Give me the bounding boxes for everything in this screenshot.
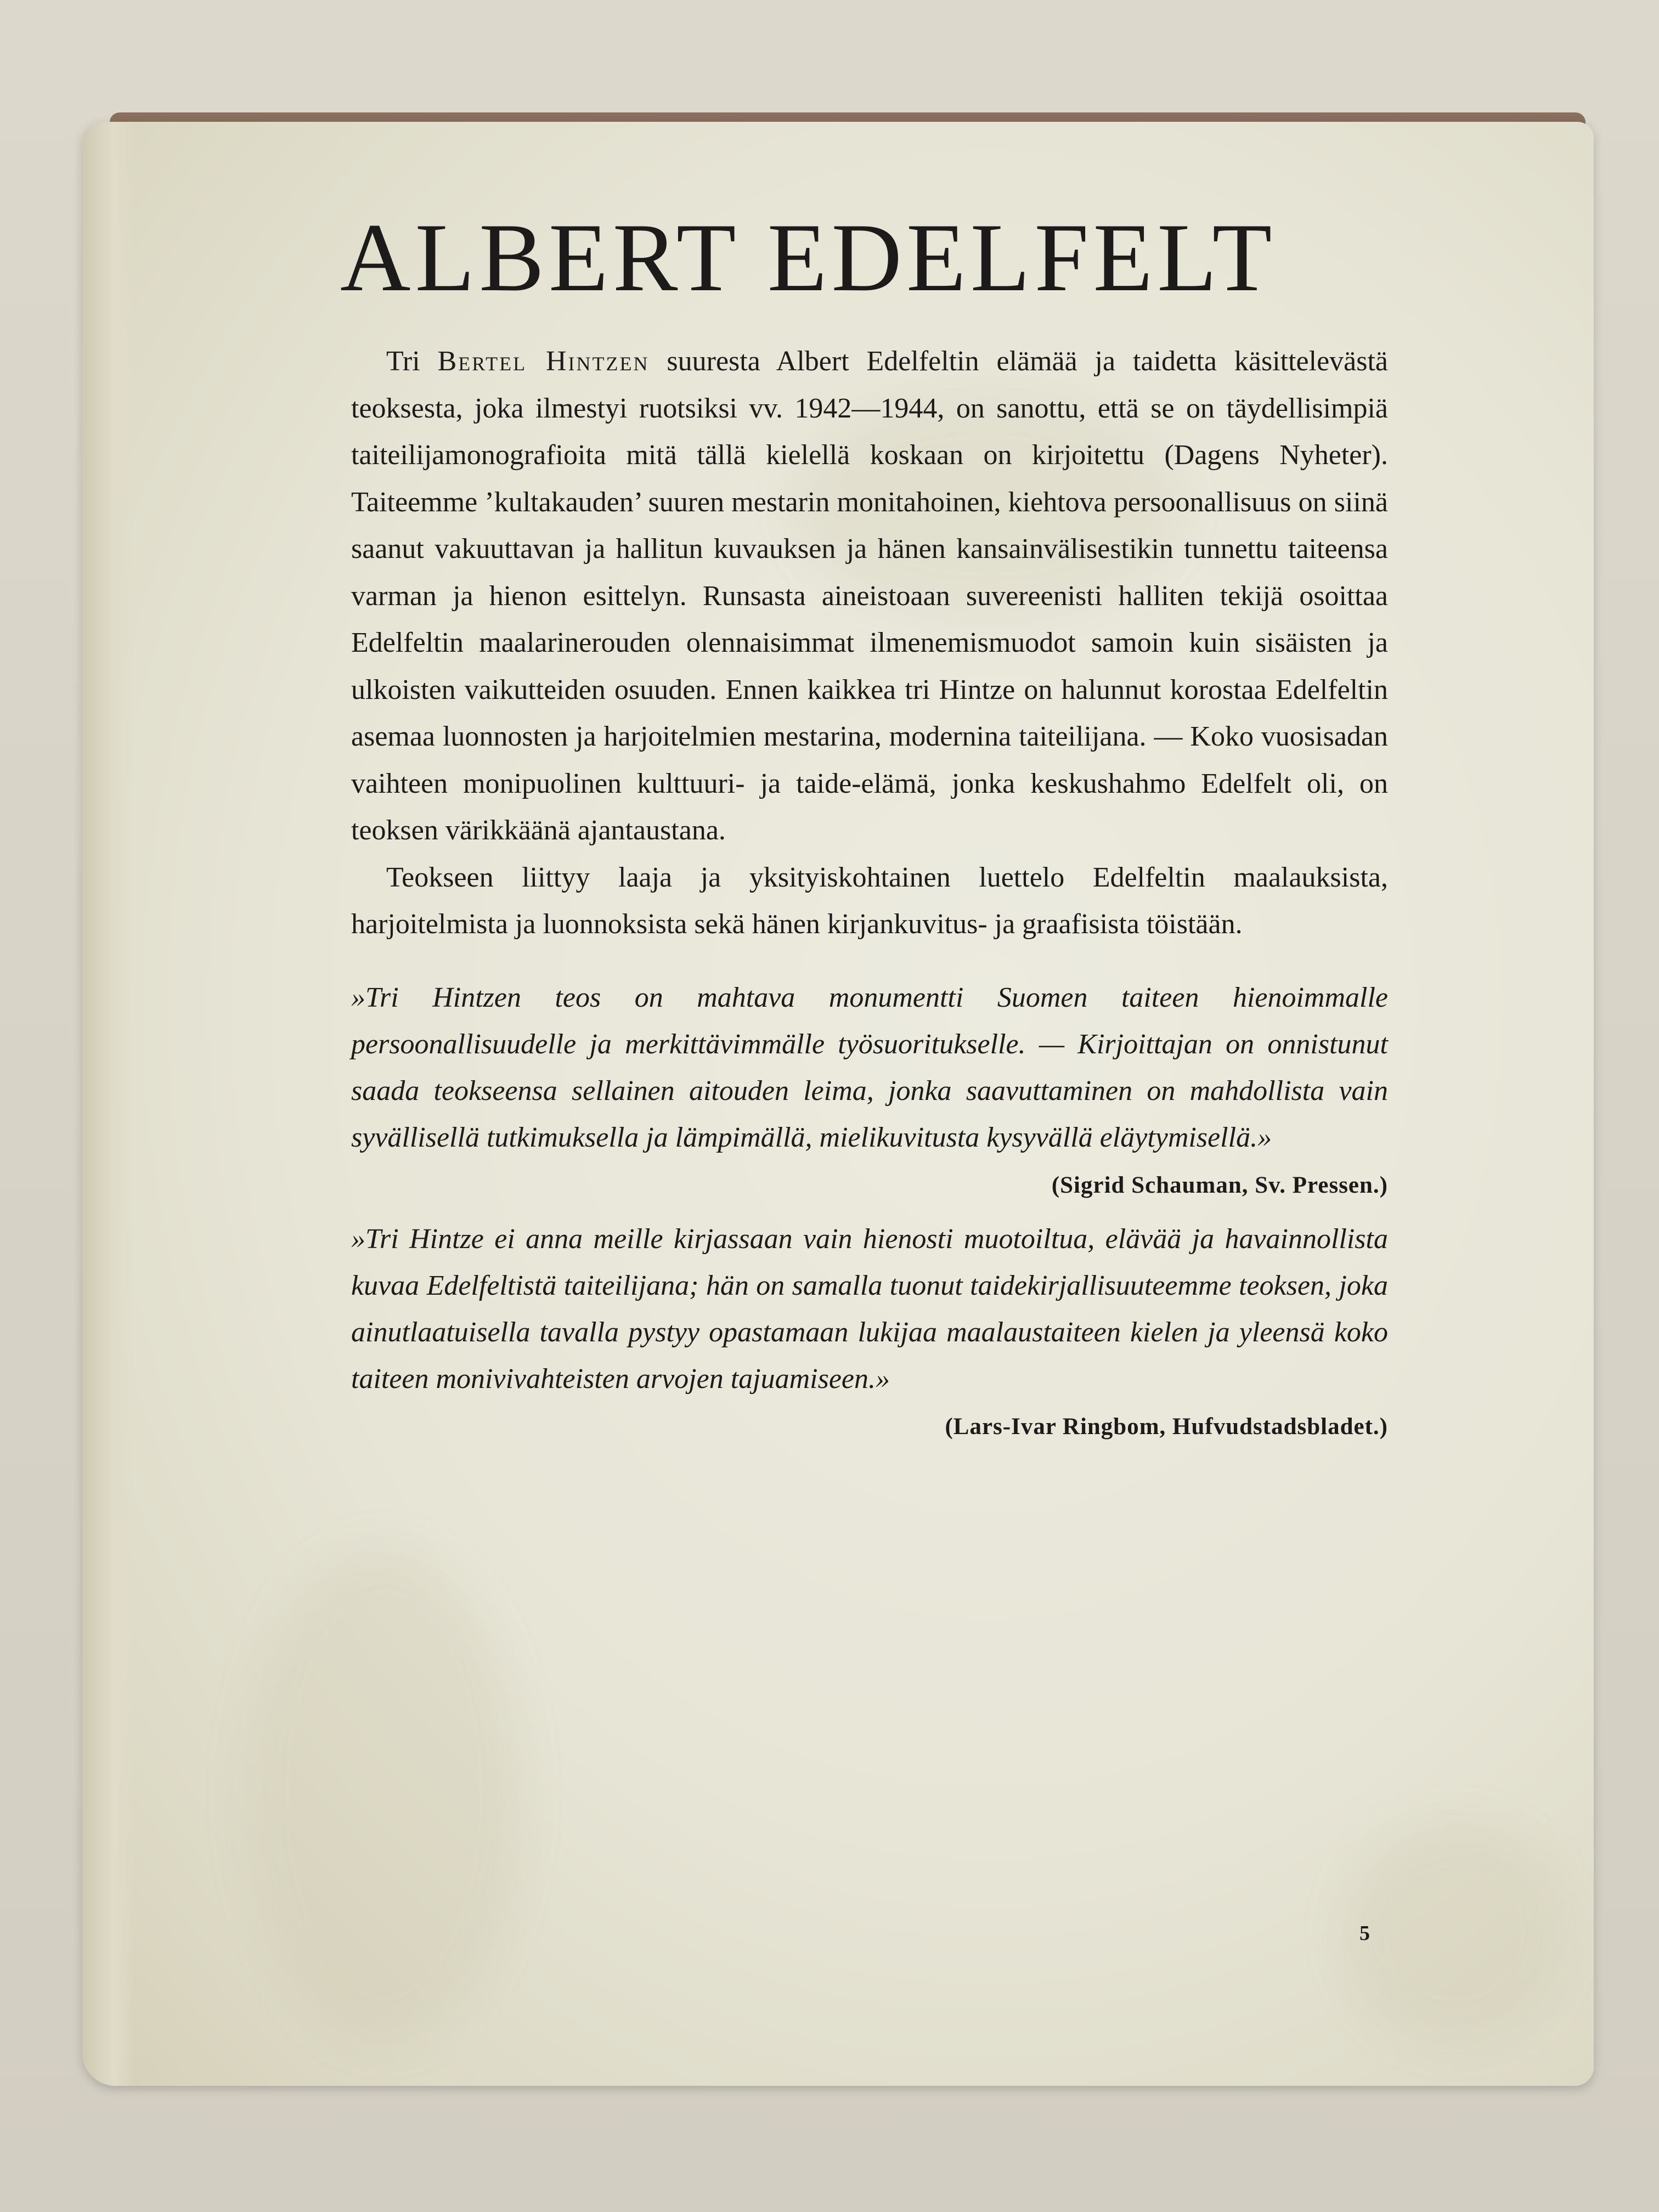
para-text: suuresta Albert Edelfeltin elämää ja taidetta käsittelevästä teoksesta, joka ilmestyi ruotsiksi vv. 1942—1944, on sanottu, että se on täydellisimpiä taiteilijamonografioita mitä tällä kielellä koskaan on kirjoitettu (Dagens Nyheter). Taiteemme ’kultakauden’ suuren mestarin monitahoinen, kiehtova persoonallisuus on siinä saanut vakuuttavan ja hallitun kuvauksen ja hänen kansainvälisestikin tunnettu taiteensa varman ja hienon esittelyn. Runsasta aineistoaan suvereenisti halliten tekijä osoittaa Edelfeltin maalarinerouden olennaisimmat ilmenemismuodot samoin kuin sisäisten ja ulkoisten vaikutteiden osuuden. Ennen kaikkea tri Hintze on halunnut korostaa Edelfeltin asemaa luonnosten ja harjoitelmien mestarina, modernina taiteilijana. — Koko vuosisadan vaihteen monipuolinen kulttuuri- ja taide-elämä, jonka keskushahmo Edelfelt oli, on teoksen värikkäänä ajantaustana.	[351, 346, 1389, 846]
catalogue-paragraph: Teokseen liittyy laaja ja yksityiskohtainen luettelo Edelfeltin maalauksista, harjoitelmista ja luonnoksista sekä hänen kirjankuvitus- ja graafisista töistään.	[351, 861, 1388, 940]
review-quote-1: »Tri Hintzen teos on mahtava monumentti Suomen taiteen hienoimmalle persoonallisuudelle ja merkittävimmälle työsuoritukselle. — Kirjoittajan on onnistunut saada teokseensa sellainen aitouden leima, jonka saavuttaminen on mahdollista vain syvällisellä tutkimuksella ja lämpimällä, mielikuvitusta kysyvällä eläytymisellä.»	[351, 981, 1388, 1153]
spine-fold	[82, 122, 134, 2086]
page-number: 5	[1359, 1922, 1370, 1945]
description-paragraph	[351, 338, 1388, 854]
para-intro: Tri	[386, 346, 438, 377]
book-title: ALBERT EDELFELT	[340, 203, 1277, 312]
review-source-2: (Lars-Ivar Ringbom, Hufvudstadsbladet.)	[945, 1413, 1388, 1440]
review-quote-2: »Tri Hintze ei anna meille kirjassaan vain hienosti muotoiltua, elävää ja havainnollista kuvaa Edelfeltistä taiteilijana; hän on samalla tuonut taidekirjallisuuteemme teoksen, joka ainutlaatuisella tavalla pystyy opastamaan lukijaa maalaustaiteen kielen ja yleensä koko taiteen monivivahteisten arvojen tajuamiseen.»	[351, 1223, 1388, 1395]
jacket-text-block	[340, 203, 1389, 1446]
paper-stain	[247, 1548, 521, 2042]
paper-stain	[1344, 1822, 1564, 2042]
review-source-1: (Sigrid Schauman, Sv. Pressen.)	[1051, 1172, 1388, 1198]
author-name: Bertel Hintzen	[437, 346, 650, 377]
